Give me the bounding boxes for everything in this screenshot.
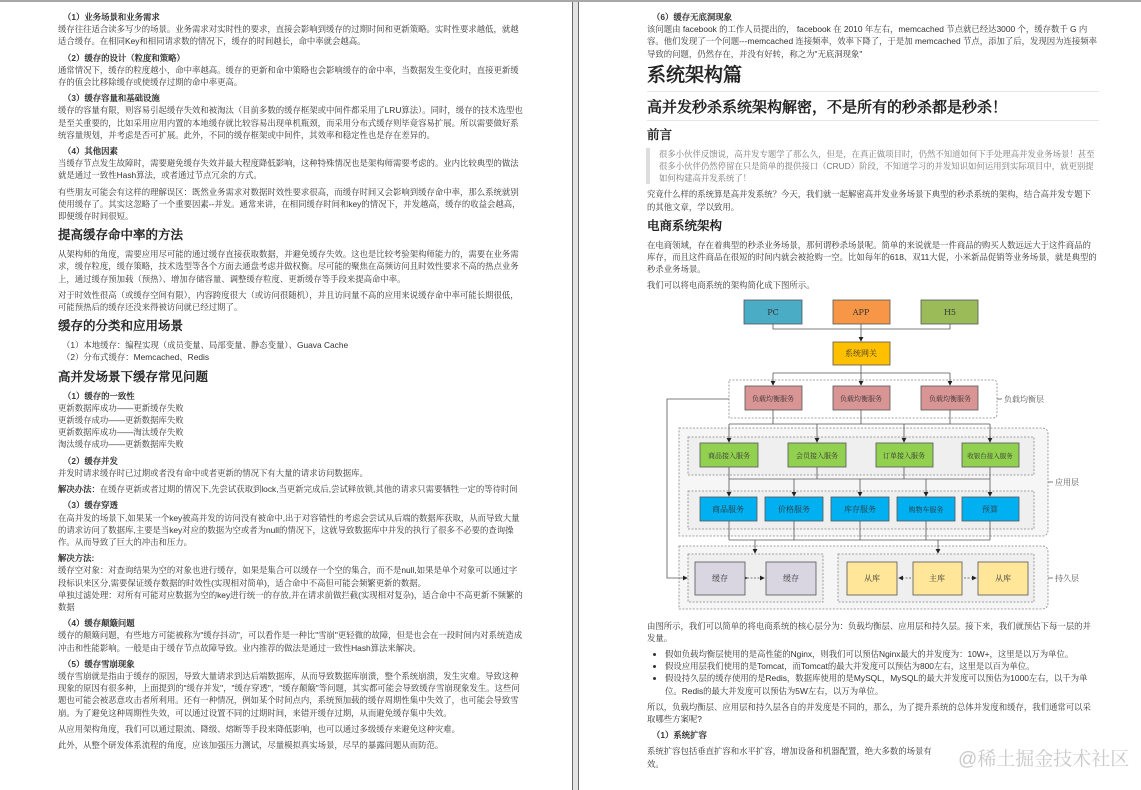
section-title: （1）缓存的一致性 xyxy=(63,390,135,401)
label: 从库 xyxy=(995,573,1011,583)
label: H5 xyxy=(943,307,957,317)
label: 购物车服务 xyxy=(908,505,944,514)
label: 库存服务 xyxy=(844,504,876,514)
divider xyxy=(647,91,1099,92)
section-title: （4）缓存颠簸问题 xyxy=(63,618,135,629)
consistency-list xyxy=(58,402,524,451)
classify-list xyxy=(58,339,524,363)
bold-label: 解决办法： xyxy=(58,484,100,495)
paragraph: 通常情况下，缓存的粒度越小，命中率越高。缓存的更新和命中策略也会影响缓存的命中率，当数据发生变化时，直接更新缓存的值会比移除缓存或使缓存过期的命中率更高。 xyxy=(58,64,519,88)
heading: 高并发场景下缓存常见问题 xyxy=(58,369,209,384)
paragraph: 并发时请求缓存时已过期或者没有命中或者更新的情况下有大量的请求访问数据库。 xyxy=(58,467,368,478)
paragraph: 在高并发的场景下,如果某一个key被高并发的访问没有被命中,出于对容错性的考虑会尝试从后端的数据库获取，从而导致大量的请求访问了数据库,主要是当key对应的数据为空或者为null的情况下，这就导致数据库中并发的执行了很多不必要的查询操作。从而导致了巨大的冲击和压力。 xyxy=(58,512,520,547)
heading: 提高缓存命中率的方法 xyxy=(58,228,184,243)
list-item: 更新数据库成功——更新缓存失败 xyxy=(58,402,184,413)
paragraph: 缓存空对象：对查询结果为空的对象也进行缓存，如果是集合可以缓存一个空的集合，而不是null,如果是单个对象可以通过字段标识来区分,需要保证缓存数据的时效性(实现相对简单)，适合命中不高但可能会频繁更新的数据。 xyxy=(58,565,518,588)
label: 订单接入服务 xyxy=(883,451,925,460)
list-item: 更新数据库成功——淘汰缓存失败 xyxy=(58,427,184,438)
label: 收银台接入服务 xyxy=(967,451,1013,460)
section-title: （2）缓存的设计（粒度和策略） xyxy=(63,52,185,63)
page-separator xyxy=(572,2,579,790)
blockquote: 很多小伙伴反馈说，高并发专题学了那么久，但是，在真正做项目时，仍然不知道如何下手处理高并发业务场景！甚至很多小伙伴仍然停留在只是简单的提供接口（CRUD）阶段，不知道学习的并发知识如何运用到实际项目中，就更别提如何构建高并发系统了！ xyxy=(646,148,1099,185)
paragraph: 系统扩容包括垂直扩容和水平扩容，增加设备和机器配置，绝大多数的场景有效。 xyxy=(647,746,932,769)
paragraph: 由图所示，我们可以简单的将电商系统的核心层分为：负载均衡层、应用层和持久层。接下来，我们就预估下每一层的并发量。 xyxy=(647,620,1091,643)
label: 缓存 xyxy=(712,573,728,583)
heading: 前言 xyxy=(647,127,673,142)
paragraph: 在电商领域，存在着典型的秒杀业务场景，那何谓秒杀场景呢。简单的来说就是一件商品的购买人数远远大于这件商品的库存，而且这件商品在很短的时间内就会被抢购一空。比如每年的618、双11大促，小米新品促销等业务场景，就是典型的秒杀业务场景。 xyxy=(647,239,1097,275)
layer-label: 负载均衡层 xyxy=(1004,394,1044,404)
architecture-diagram xyxy=(650,296,1090,616)
list-item: （2）分布式缓存：Memcached、Redis xyxy=(62,352,210,363)
label: 商品接入服务 xyxy=(708,451,750,460)
paragraph: 缓存的颠簸问题，有些地方可能被称为"缓存抖动"，可以看作是一种比"雪崩"更轻微的故障，但是也会在一段时间内对系统造成冲击和性能影响。一般是由于缓存节点故障导致。业内推荐的做法是通过一致性Hash算法来解决。 xyxy=(58,630,523,653)
paragraph xyxy=(58,483,524,495)
list-item: （1）本地缓存：编程实现（成员变量、局部变量、静态变量）、Guava Cache xyxy=(62,340,349,351)
paragraph: 该问题由 facebook 的工作人员提出的， facebook 在 2010 年左右，memcached 节点就已经达3000 个，缓存数千 G 内容。他们发现了一个问题---memcached 连接频率，效率下降了，于是加 memcached 节点，添加了后，发现因为连接频率导致的问题，仍然存在，并没有好转，称之为"无底洞现象" xyxy=(647,24,1097,59)
paragraph: 我们可以将电商系统的架构简化成下图所示。 xyxy=(647,280,815,291)
paragraph: 当缓存节点发生故障时，需要避免缓存失效并最大程度降低影响，这种特殊情况也是架构师需要考虑的。业内比较典型的做法就是通过一致性Hash算法，或者通过节点冗余的方式。 xyxy=(58,158,519,181)
heading: 电商系统架构 xyxy=(647,218,723,233)
right-page xyxy=(647,9,1099,774)
paragraph: 单独过滤处理：对所有可能对应数据为空的key进行统一的存放,并在请求前做拦截(实现相对复杂)，适合命中不高更新不频繁的数据 xyxy=(58,589,523,612)
list-item: 更新缓存成功——更新数据库失败 xyxy=(58,415,184,426)
paragraph: 缓存往往适合读多写少的场景。业务需求对实时性的要求，直接会影响到缓存的过期时间和更新策略。实时性要求越低，就越适合缓存。在相同Key和相同请求数的情况下，缓存的时间越长，命中率就会越高。 xyxy=(58,24,519,47)
label: 会员接入服务 xyxy=(796,451,838,460)
heading: 缓存的分类和应用场景 xyxy=(58,319,184,334)
section-title: （1）业务场景和业务需求 xyxy=(63,12,160,22)
section-title: （2）缓存并发 xyxy=(63,455,118,466)
label: 主库 xyxy=(929,573,945,583)
section-title: （5）缓存雪崩现象 xyxy=(63,658,135,669)
list-item: • 假设应用层我们使用的是Tomcat，而Tomcat的最大并发度可以预估为800左右，这里是以百为单位。 xyxy=(665,660,1097,672)
label: 负载均衡服务 xyxy=(840,394,882,403)
paragraph: 究竟什么样的系统算是高并发系统？今天，我们就一起解密高并发业务场景下典型的秒杀系统的架构，结合高并发专题下的其他文章，学以致用。 xyxy=(647,189,1091,212)
paragraph: 有些朋友可能会有这样的理解误区：既然业务需求对数据时效性要求很高，而缓存时间又会影响到缓存命中率，那么系统就别使用缓存了。其实这忽略了一个重要因素--并发。通常来讲，在相同缓存时间和key的情况下，并发越高，缓存的收益会越高，即便缓存时间很短。 xyxy=(58,186,521,222)
label: 负载均衡服务 xyxy=(752,394,794,403)
label: 预算 xyxy=(982,504,998,514)
label: PC xyxy=(767,307,779,317)
label: 从库 xyxy=(864,573,880,583)
list-item: • 假如负载均衡层使用的是高性能的Nginx，则我们可以预估Nginx最大的并发度为：10W+，这里是以万为单位。 xyxy=(665,648,1097,660)
paragraph: 对于时效性很高（或缓存空间有限），内容跨度很大（或访问很随机），并且访问量不高的应用来说缓存命中率可能长期很低，可能预热后的缓存还没来得被访问就已经过期了。 xyxy=(58,289,519,313)
article-title: 高并发秒杀系统架构解密，不是所有的秒杀都是秒杀！ xyxy=(647,98,1008,116)
paragraph: 从应用架构角度，我们可以通过限流、降级、熔断等手段来降低影响，也可以通过多级缓存来避免这种灾难。 xyxy=(58,723,460,734)
bold-label: 解决方法: xyxy=(58,553,95,564)
section-title: （4）其他因素 xyxy=(63,146,118,157)
label: 商品服务 xyxy=(712,504,744,514)
section-title: （3）缓存穿透 xyxy=(63,500,118,511)
section-title: （1）系统扩容 xyxy=(652,730,707,741)
paragraph: 此外，从整个研发体系流程的角度，应该加强压力测试，尽量模拟真实场景，尽早的暴露问题从而防范。 xyxy=(58,739,444,750)
label: APP xyxy=(852,307,870,317)
section-title: （3）缓存容量和基础设施 xyxy=(63,93,160,104)
list-item: • 假设持久层的缓存使用的是Redis，数据库使用的是MySQL，MySQL的最大并发度可以预估为1000左右，以千为单位。Redis的最大并发度可以预估为5W左右，以万为单位。 xyxy=(665,672,1097,696)
section-title: （6）缓存无底洞现象 xyxy=(652,12,733,22)
text: 在缓存更新或者过期的情况下,先尝试获取到lock,当更新完成后,尝试释放锁,其他的请求只需要牺牲一定的等待时间 xyxy=(99,484,518,495)
paragraph: 缓存的容量有限，则容易引起缓存失效和被淘汰（目前多数的缓存框架或中间件都采用了LRU算法）。同时，缓存的技术选型也是至关重要的，比如采用应用内置的本地缓存就比较容易出现单机瓶颈，而采用分布式缓存则毕竟容易扩展。所以需要做好系统容量规划，并考虑是否可扩展。此外，不同的缓存框架或中间件，其效率和稳定性也是存在差异的。 xyxy=(58,105,523,140)
label: 缓存 xyxy=(783,573,799,583)
top-border xyxy=(0,0,1141,2)
paragraph: 从架构师的角度，需要应用尽可能的通过缓存直接获取数据，并避免缓存失效。这也是比较考验架构师能力的，需要在业务需求，缓存粒度，缓存策略，技术选型等各个方面去通盘考虑并做权衡。尽可能的聚焦在高频访问且时效性要求不高的热点业务上，通过缓存预加载（预热）、增加存储容量、调整缓存粒度、更新缓存等手段来提高命中率。 xyxy=(58,249,519,284)
watermark: @稀土掘金技术社区 xyxy=(958,749,1130,770)
paragraph: 缓存雪崩就是指由于缓存的原因，导致大量请求到达后端数据库，从而导致数据库崩溃，整个系统崩溃，发生灾难。导致这种现象的原因有很多种，上面提到的"缓存并发"，"缓存穿透"，"缓存颠簸"等问题，其实都可能会导致缓存雪崩现象发生。这些问题也可能会被恶意攻击者所利用。还有一种情况，例如某个时间点内，系统预加载的缓存周期性集中失效了，也可能会导致雪崩。为了避免这种周期性失效，可以通过设置不同的过期时间，来错开缓存过期，从而避免缓存集中失效。 xyxy=(58,670,520,718)
divider xyxy=(647,120,1099,121)
layer-label: 持久层 xyxy=(1055,573,1079,583)
layer-label: 应用层 xyxy=(1055,477,1079,487)
part-title: 系统架构篇 xyxy=(647,64,743,86)
label: 系统网关 xyxy=(845,348,877,358)
label: 负载均衡服务 xyxy=(929,394,971,403)
list-item: 淘汰缓存成功——更新数据库失败 xyxy=(58,439,184,450)
paragraph: 所以，负载均衡层、应用层和持久层各自的并发度是不同的，那么，为了提升系统的总体并发度和缓存，我们通常可以采取哪些方案呢? xyxy=(647,701,1091,725)
left-page xyxy=(58,9,524,755)
bullet-list xyxy=(647,648,1097,697)
label: 价格服务 xyxy=(778,504,810,514)
